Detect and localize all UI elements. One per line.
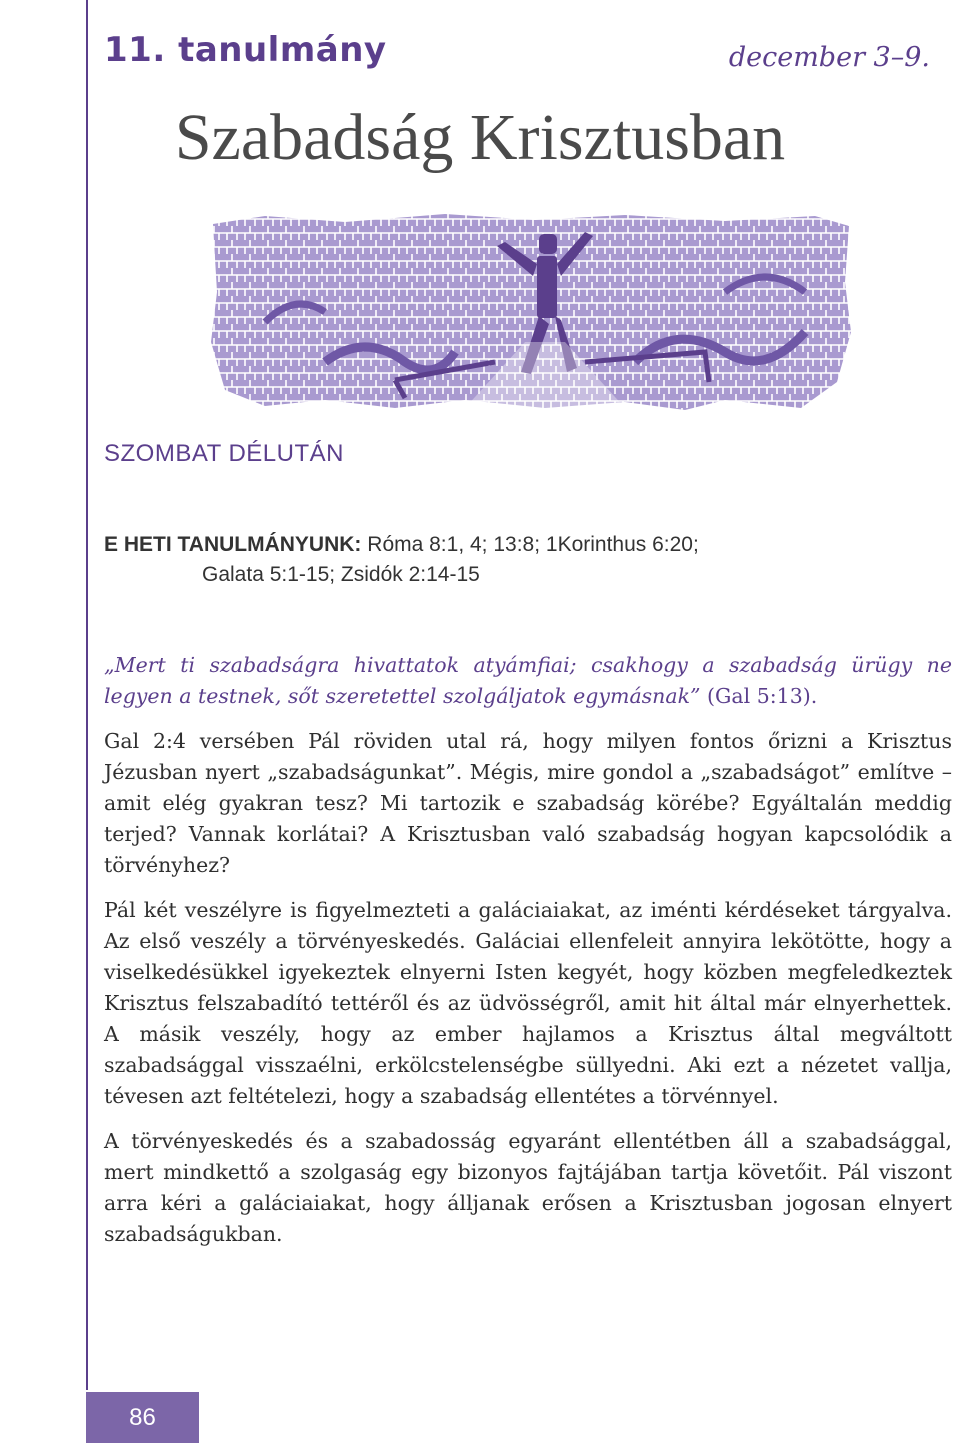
memory-verse: [104, 650, 952, 712]
body-text: [104, 650, 952, 1264]
references-line-1: Róma 8:1, 4; 13:8; 1Korinthus 6:20;: [367, 533, 699, 556]
page-number: 86: [86, 1392, 199, 1443]
margin-rule: [86, 0, 88, 1390]
page-title: Szabadság Krisztusban: [174, 101, 786, 174]
section-heading: SZOMBAT DÉLUTÁN: [104, 440, 344, 467]
lesson-number: 11. tanulmány: [104, 30, 387, 70]
memory-verse-text: „Mert ti szabadságra hivattatok atyámfiai; csakhogy a szabadság ürügy ne legyen a testnek, sőt szeretettel szolgáljatok egymásnak”: [104, 653, 952, 708]
references-label: E HETI TANULMÁNYUNK:: [104, 533, 362, 556]
paragraph-2: Pál két veszélyre is figyelmezteti a galáciaiakat, az iménti kérdéseket tárgyalva. Az első veszély a törvényeskedés. Galáciai ellenfeleit annyira lekötötte, hogy a viselkedésükkel igyekeztek elnyerni Isten kegyét, hogy közben megfeledkeztek Krisztus felszabadító tettéről és az üdvösségről, amit hit által már elnyerhettek. A másik veszély, hogy az ember hajlamos a Krisztus által megváltott szabadsággal visszaélni, erkölcstelenségbe süllyedni. Aki ezt a nézetet vallja, tévesen azt feltételezi, hogy a szabadság ellentétes a törvénnyel.: [104, 898, 952, 1108]
references-line-2: Galata 5:1-15; Zsidók 2:14-15: [202, 563, 480, 586]
paragraph-3: A törvényeskedés és a szabadosság egyaránt ellentétben áll a szabadsággal, mert mindkettő a szolgaság egy bizonyos fajtájában tartja követőit. Pál viszont arra kéri a galáciaiakat, hogy álljanak erősen a Krisztusban jogosan elnyert szabadságukban.: [104, 1129, 952, 1246]
memory-verse-reference: (Gal 5:13).: [707, 684, 818, 708]
lesson-dates: december 3–9.: [728, 42, 930, 73]
mosaic-illustration: [205, 212, 853, 412]
paragraph-1: Gal 2:4 versében Pál röviden utal rá, hogy milyen fontos őrizni a Krisztus Jézusban nyert „szabadságunkat”. Mégis, mire gondol a „szabadságot” említve – amit elég gyakran tesz? Mi tartozik e szabadság körébe? Egyáltalán meddig terjed? Vannak korlátai? A Krisztusban való szabadság hogyan kapcsolódik a törvényhez?: [104, 729, 952, 877]
weekly-references: [104, 530, 904, 590]
